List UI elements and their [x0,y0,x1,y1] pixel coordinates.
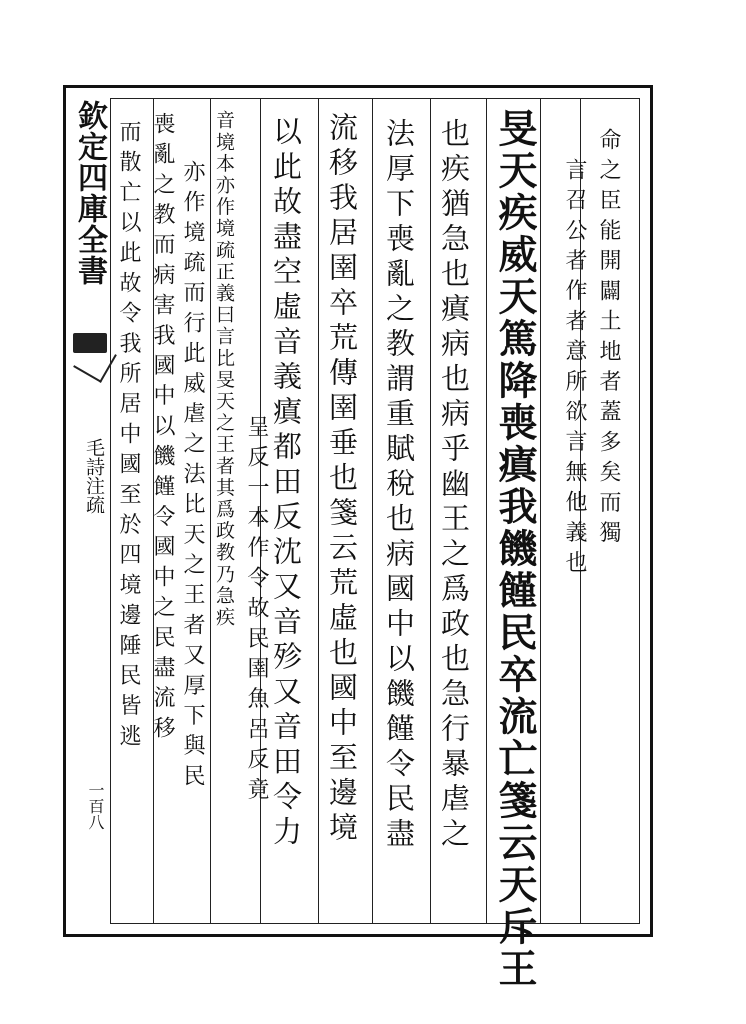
text-column-5: 法厚下喪亂之教謂重賦稅也病國中以饑饉令民盡 [382,118,416,853]
text-column-3: 旻天疾威天篤降喪瘨我饑饉民卒流亡箋云天斥王 [492,108,538,990]
text-column-8: 呈反一本作令故民圉魚呂反竟 [244,415,269,808]
text-column-4: 也疾猶急也瘨病也病乎幽王之爲政也急行暴虐之 [437,118,471,853]
column-rule [486,98,487,924]
book-title: 毛詩注疏 [83,438,105,514]
text-column-9: 音境本亦作境疏正義曰言比旻天之王者其爲政教乃急疾 [213,110,235,629]
text-column-6: 流移我居圉卒荒傳圉垂也箋云荒虛也國中至邊境 [325,112,359,847]
fish-tail-mark-icon [73,333,107,353]
column-rule [318,98,319,924]
text-column-7: 以此故盡空虛音義瘨都田反沈又音殄又音田令力 [269,116,303,851]
text-column-10: 亦作境疏而行此威虐之法比天之王者又厚下與民 [180,160,205,795]
collection-title: 欽定四庫全書 [72,100,107,286]
column-rule [430,98,431,924]
text-column-1: 命之臣能開闢土地者蓋多矣而獨 [596,128,621,551]
column-rule [210,98,211,924]
text-column-2: 言召公者作者意所欲言無他義也 [562,158,587,581]
column-rule [540,98,541,924]
text-column-12: 而散亡以此故令我所居中國至於四境邊陲民皆逃 [116,120,141,755]
page-number: 一百八 [86,782,105,830]
column-rule [372,98,373,924]
text-column-11: 喪亂之教而病害我國中以饑饉令國中之民盡流移 [150,112,175,747]
